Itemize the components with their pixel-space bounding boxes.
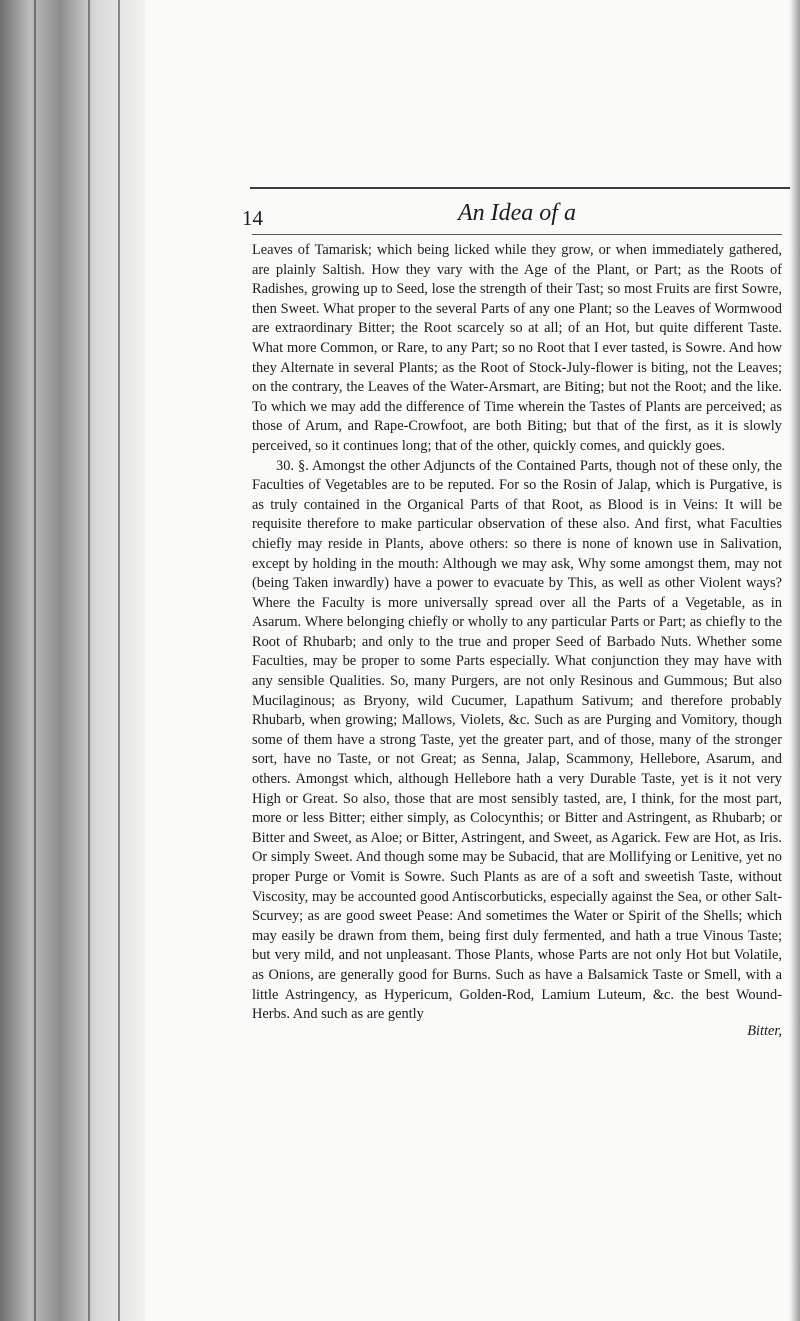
running-head: An Idea of a [458,200,576,226]
body-text [252,241,782,1025]
page-header [242,200,782,235]
gutter-crease [88,0,90,1321]
gutter-crease [118,0,120,1321]
book-page [242,200,782,1040]
paragraph-leaves-tastes: Leaves of Tamarisk; which being licked while they grow, or when immediately gathered, are plainly Saltish. How they vary with the Age of the Plant, or Part; as the Roots of Radishes, growing up to Seed, lose the strength of their Tast; so most Fruits are first Sowre, then Sweet. What proper to the several Parts of any one Plant; so the Leaves of Wormwood are extraordinary Bitter; the Root scarcely so at all; of an Hot, but quite different Taste. What more Common, or Rare, to any Part; so no Root that I ever tasted, is Sowre. And how they Alternate in several Plants; as the Root of Stock-July-flower is biting, not the Leaves; on the contrary, the Leaves of the Water-Arsmart, are Biting; but not the Root; and the like. To which we may add the difference of Time wherein the Tastes of Plants are perceived; as those of Arum, and Rape-Crowfoot, are both Biting; but that of the first, as it is slowly perceived, so it continues long; that of the other, quickly comes, and quickly goes. [252,242,782,454]
page-number: 14 [242,206,263,230]
page-edge [790,0,800,1321]
paragraph-faculties-of-vegetables: 30. §. Amongst the other Adjuncts of the Contained Parts, though not of these only, the Faculties of Vegetables are to be reputed. For so the Rosin of Jalap, which is Purgative, is as truly contained in the Organical Parts of that Root, as Blood is in Veins: It will be requisite therefore to make particular observation of these also. And first, what Faculties chiefly may reside in Plants, above others: so there is none of known use in Salivation, except by holding in the mouth: Although we may ask, Why some amongst them, may not (being Taken inwardly) have a power to evacuate by This, as well as other Violent ways? Where the Faculty is more universally spread over all the Parts of a Vegetable, as in Asarum. Where belonging chiefly or wholly to any particular Parts or Part; as chiefly to the Root of Rhubarb; and only to the true and proper Seed of Barbado Nuts. Whether some Faculties, may be proper to some Parts especially. What conjunction they may have with any sensible Qualities. So, many Purgers, are not only Resinous and Gummous; But also Mucilaginous; as Bryony, wild Cucumer, Lapathum Sativum; and therefore probably Rhubarb, when growing; Mallows, Violets, &c. Such as are Purging and Vomitory, though some of them have a strong Taste, yet the greater part, and of those, many of the stronger sort, have no Taste, or not Great; as Senna, Jalap, Scammony, Hellebore, Asarum, and others. Amongst which, although Hellebore hath a very Durable Taste, yet is it not very High or Great. So also, those that are most sensibly tasted, are, I think, for the most part, more or less Bitter; either simply, as Colocynthis; or Bitter and Astringent, as Rhubarb; or Bitter and Sweet, as Aloe; or Bitter, Astringent, and Sweet, as Agarick. Few are Hot, as Iris. Or simply Sweet. And though some may be Subacid, that are Mollifying or Lenitive, yet no proper Purge or Vomit is Sowre. Such Plants as are of a soft and sweetish Taste, without Viscosity, may be accounted good Antiscorbuticks, especially against the Sea, or other Salt-Scurvey; as are good sweet Pease: And sometimes the Water or Spirit of the Shells; which may easily be drawn from them, being first duly fermented, and hath a true Vinous Taste; but very mild, and not unpleasant. Those Plants, whose Parts are not only Hot but Volatile, as Onions, are generally good for Burns. Such as have a Balsamick Taste or Smell, with a little Astringency, as Hypericum, Golden-Rod, Lamium Luteum, &c. the best Wound-Herbs. And such as are gently [252,457,782,1023]
book-gutter-shadow [0,0,145,1321]
catchword: Bitter, [747,1022,782,1039]
gutter-crease [34,0,36,1321]
top-rule [250,187,790,189]
